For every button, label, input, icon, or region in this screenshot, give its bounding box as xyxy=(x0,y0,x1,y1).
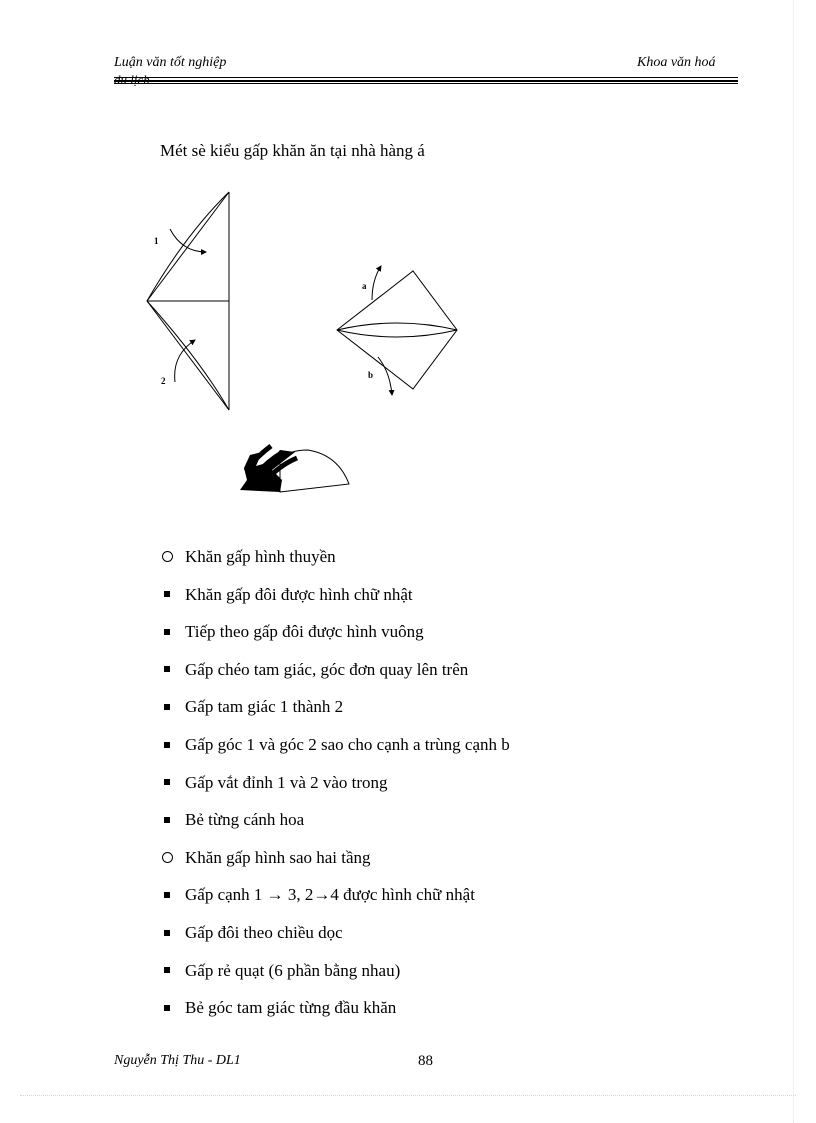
list-item-text: Gấp rẻ quạt (6 phần bằng nhau) xyxy=(185,960,401,980)
square-bullet-icon xyxy=(160,922,174,944)
fold-label-b: b xyxy=(368,370,374,380)
fold-result-fan xyxy=(240,446,349,492)
list-item-text: Khăn gấp đôi được hình chữ nhật xyxy=(185,584,413,604)
fold-step-triangles xyxy=(147,192,229,410)
list-item-text: Gấp tam giác 1 thành 2 xyxy=(185,697,344,717)
list-item-text: Bẻ từng cánh hoa xyxy=(185,810,305,830)
section-title: Mét sè kiểu gấp khăn ăn tại nhà hàng á xyxy=(160,141,425,160)
fold-label-2: 2 xyxy=(161,376,166,386)
list-item-text: Khăn gấp hình thuyền xyxy=(185,547,336,566)
fold-label-a: a xyxy=(362,281,367,291)
list-item xyxy=(160,922,510,960)
footer-author: Nguyễn Thị Thu - DL1 xyxy=(114,1053,241,1068)
fold-arrow-b xyxy=(378,357,392,395)
list-item xyxy=(160,659,510,697)
fold-arrow-1 xyxy=(170,229,206,252)
square-bullet-icon xyxy=(160,884,174,906)
page-right-border xyxy=(793,0,794,1123)
list-item-text: Gấp góc 1 và góc 2 sao cho cạnh a trùng cạnh b xyxy=(185,734,510,754)
header-right-title: Khoa văn hoá xyxy=(637,55,716,70)
list-item xyxy=(160,960,510,998)
instruction-list xyxy=(160,546,510,1035)
square-bullet-icon xyxy=(160,696,174,718)
square-bullet-icon xyxy=(160,997,174,1019)
header-left-title: Luận văn tốt nghiệp xyxy=(114,55,227,70)
list-item xyxy=(160,621,510,659)
square-bullet-icon xyxy=(160,584,174,606)
list-item xyxy=(160,546,510,584)
circle-bullet-icon xyxy=(160,546,174,568)
square-bullet-icon xyxy=(160,772,174,794)
square-bullet-icon xyxy=(160,809,174,831)
square-bullet-icon xyxy=(160,621,174,643)
fold-step-diamond xyxy=(337,266,457,395)
list-item-text: Gấp cạnh 1 → 3, 2→4 được hình chữ nhật xyxy=(185,885,475,905)
list-item xyxy=(160,734,510,772)
list-item-text: Gấp chéo tam giác, góc đơn quay lên trên xyxy=(185,659,469,679)
list-item xyxy=(160,696,510,734)
napkin-folding-diagram xyxy=(0,0,816,520)
list-item xyxy=(160,884,510,922)
page-bottom-border xyxy=(20,1095,796,1096)
list-item xyxy=(160,997,510,1035)
circle-bullet-icon xyxy=(160,847,174,869)
fold-label-1: 1 xyxy=(154,236,159,246)
list-item xyxy=(160,847,510,885)
list-item xyxy=(160,809,510,847)
list-item xyxy=(160,772,510,810)
list-item-text: Gấp vắt đỉnh 1 và 2 vào trong xyxy=(185,772,388,792)
square-bullet-icon xyxy=(160,734,174,756)
page-number: 88 xyxy=(418,1053,433,1069)
list-item xyxy=(160,584,510,622)
fold-arrow-a xyxy=(372,266,381,300)
list-item-text: Gấp đôi theo chiều dọc xyxy=(185,922,343,942)
header-left-subtitle: du lịch xyxy=(114,72,150,87)
square-bullet-icon xyxy=(160,960,174,982)
list-item-text: Bẻ góc tam giác từng đầu khăn xyxy=(185,998,397,1018)
list-item-text: Tiếp theo gấp đôi được hình vuông xyxy=(185,622,424,642)
square-bullet-icon xyxy=(160,659,174,681)
list-item-text: Khăn gấp hình sao hai tầng xyxy=(185,847,371,867)
